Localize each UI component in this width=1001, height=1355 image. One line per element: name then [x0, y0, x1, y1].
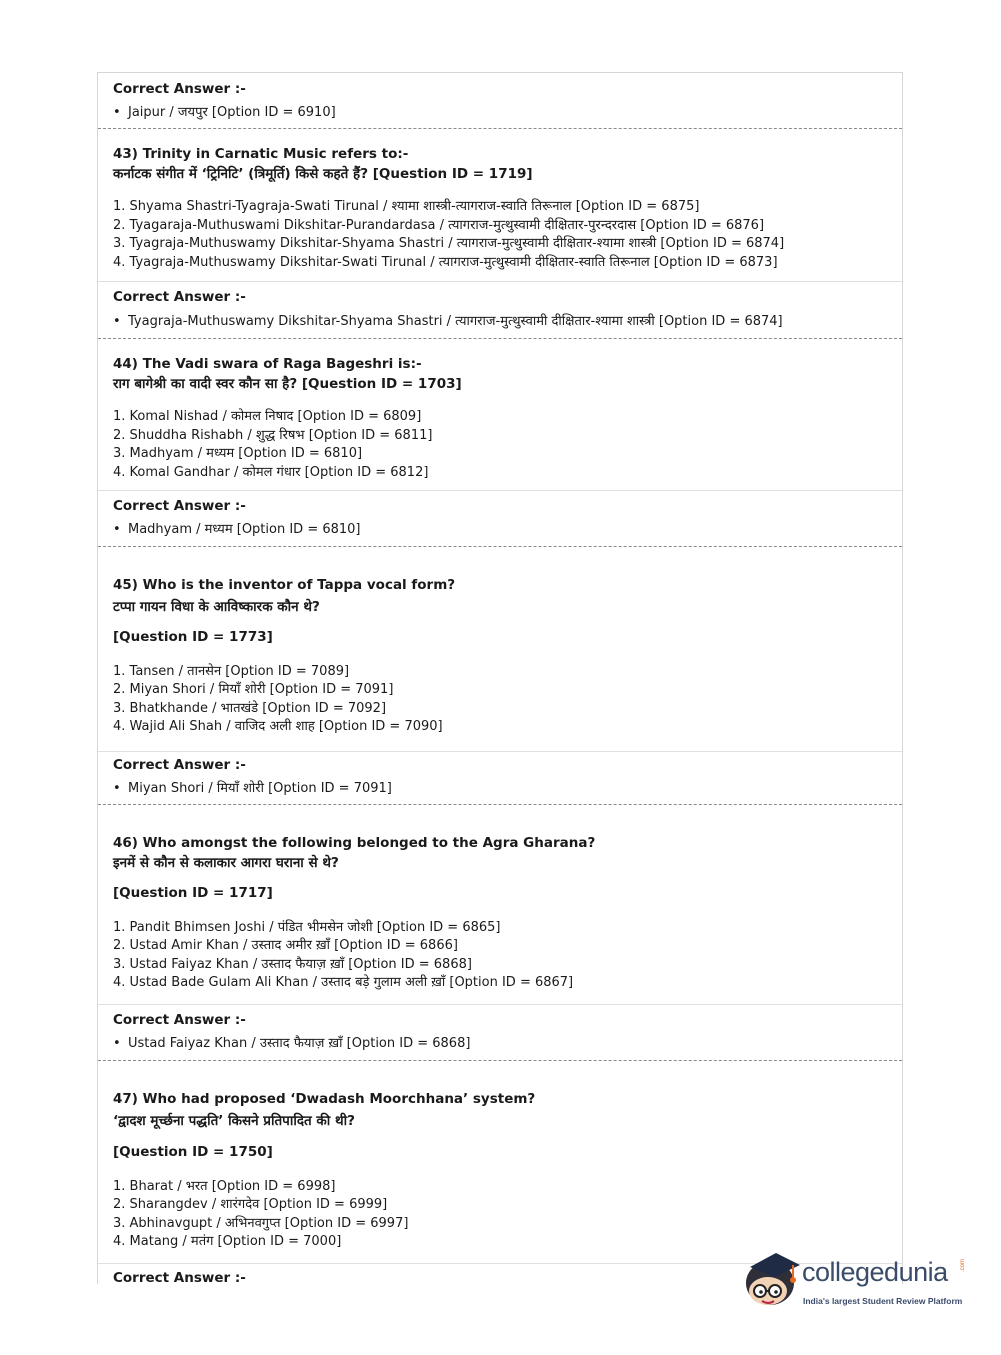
answer-section-q43	[98, 282, 902, 339]
correct-answer-label: Correct Answer :-	[113, 289, 246, 305]
answer-section-q44	[98, 491, 902, 547]
option-4: 4. Tyagraja-Muthuswamy Dikshitar-Swati Tirunal / त्यागराज-मुत्थुस्वामी दीक्षितार-स्वाति तिरूनाल [Option ID = 6873]	[113, 255, 778, 270]
question-text-hi: टप्पा गायन विधा के आविष्कारक कौन थे?	[113, 599, 320, 615]
question-text-hi: राग बागेश्री का वादी स्वर कौन सा है? [Question ID = 1703]	[113, 376, 462, 392]
correct-answer-label: Correct Answer :-	[113, 81, 246, 97]
question-text-en: 46) Who amongst the following belonged to the Agra Gharana?	[113, 835, 596, 851]
option-3: 3. Tyagraja-Muthuswamy Dikshitar-Shyama Shastri / त्यागराज-मुत्थुस्वामी दीक्षितार-श्यामा शास्त्री [Option ID = 6874]	[113, 236, 785, 251]
mascot-icon	[742, 1247, 802, 1309]
option-1: 1. Pandit Bhimsen Joshi / पंडित भीमसेन जोशी [Option ID = 6865]	[113, 920, 501, 935]
question-44	[98, 339, 902, 491]
collegedunia-logo	[742, 1247, 972, 1309]
question-text-hi: ‘द्वादश मूर्च्छना पद्धति’ किसने प्रतिपादित की थी?	[113, 1113, 355, 1129]
correct-answer-label: Correct Answer :-	[113, 757, 246, 773]
option-1: 1. Komal Nishad / कोमल निषाद [Option ID = 6809]	[113, 409, 422, 424]
question-text-en: 47) Who had proposed ‘Dwadash Moorchhana’ system?	[113, 1091, 536, 1107]
option-4: 4. Ustad Bade Gulam Ali Khan / उस्ताद बड़े गुलाम अली ख़ाँ [Option ID = 6867]	[113, 975, 574, 990]
logo-wordmark: collegedunia	[802, 1257, 948, 1287]
option-2: 2. Shuddha Rishabh / शुद्ध रिषभ [Option ID = 6811]	[113, 428, 433, 443]
option-4: 4. Komal Gandhar / कोमल गंधार [Option ID = 6812]	[113, 465, 429, 480]
option-2: 2. Miyan Shori / मियाँ शोरी [Option ID = 7091]	[113, 682, 394, 697]
correct-answer-label: Correct Answer :-	[113, 1270, 246, 1286]
option-2: 2. Ustad Amir Khan / उस्ताद अमीर ख़ाँ [Option ID = 6866]	[113, 938, 458, 953]
option-1: 1. Shyama Shastri-Tyagraja-Swati Tirunal / श्यामा शास्त्री-त्यागराज-स्वाति तिरूनाल [Option ID = 6875]	[113, 199, 700, 214]
question-45	[98, 547, 902, 752]
correct-answer-item: • Miyan Shori / मियाँ शोरी [Option ID = 7091]	[113, 781, 392, 796]
option-1: 1. Tansen / तानसेन [Option ID = 7089]	[113, 664, 350, 679]
answer-section-q42	[98, 73, 902, 129]
correct-answer-item: • Madhyam / मध्यम [Option ID = 6810]	[113, 522, 361, 537]
correct-answer-item: • Ustad Faiyaz Khan / उस्ताद फैयाज़ ख़ाँ [Option ID = 6868]	[113, 1036, 471, 1051]
document-page	[97, 72, 903, 1284]
option-4: 4. Wajid Ali Shah / वाजिद अली शाह [Option ID = 7090]	[113, 719, 443, 734]
correct-answer-label: Correct Answer :-	[113, 1012, 246, 1028]
correct-answer-label: Correct Answer :-	[113, 498, 246, 514]
question-43	[98, 129, 902, 282]
question-id: [Question ID = 1750]	[113, 1144, 273, 1160]
correct-answer-item: • Tyagraja-Muthuswamy Dikshitar-Shyama Shastri / त्यागराज-मुत्थुस्वामी दीक्षितार-श्यामा शास्त्री [Option ID = 6874]	[113, 314, 783, 329]
question-text-hi: कर्नाटक संगीत में ‘ट्रिनिटि’ (त्रिमूर्ति) किसे कहते हैं? [Question ID = 1719]	[113, 166, 533, 182]
question-text-hi: इनमें से कौन से कलाकार आगरा घराना से थे?	[113, 855, 339, 871]
question-47	[98, 1061, 902, 1264]
question-text-en: 45) Who is the inventor of Tappa vocal form?	[113, 577, 456, 593]
correct-answer-item: • Jaipur / जयपुर [Option ID = 6910]	[113, 105, 336, 120]
option-3: 3. Abhinavgupt / अभिनवगुप्त [Option ID = 6997]	[113, 1216, 409, 1231]
option-4: 4. Matang / मतंग [Option ID = 7000]	[113, 1234, 342, 1249]
question-id: [Question ID = 1773]	[113, 629, 273, 645]
question-text-en: 43) Trinity in Carnatic Music refers to:-	[113, 146, 409, 162]
option-3: 3. Ustad Faiyaz Khan / उस्ताद फैयाज़ ख़ाँ [Option ID = 6868]	[113, 957, 472, 972]
option-3: 3. Bhatkhande / भातखंडे [Option ID = 7092]	[113, 701, 387, 716]
answer-section-q46	[98, 1005, 902, 1061]
option-2: 2. Sharangdev / शारंगदेव [Option ID = 6999]	[113, 1197, 388, 1212]
answer-section-q45	[98, 752, 902, 805]
question-text-en: 44) The Vadi swara of Raga Bageshri is:-	[113, 356, 422, 372]
question-id: [Question ID = 1717]	[113, 885, 273, 901]
logo-tagline: India's largest Student Review Platform	[803, 1296, 963, 1306]
option-1: 1. Bharat / भरत [Option ID = 6998]	[113, 1179, 336, 1194]
logo-suffix: .com	[960, 1258, 966, 1272]
option-3: 3. Madhyam / मध्यम [Option ID = 6810]	[113, 446, 363, 461]
question-46	[98, 805, 902, 1005]
option-2: 2. Tyagaraja-Muthuswami Dikshitar-Purandardasa / त्यागराज-मुत्थुस्वामी दीक्षितार-पुरन्दरदास [Option ID = 6876]	[113, 218, 765, 233]
